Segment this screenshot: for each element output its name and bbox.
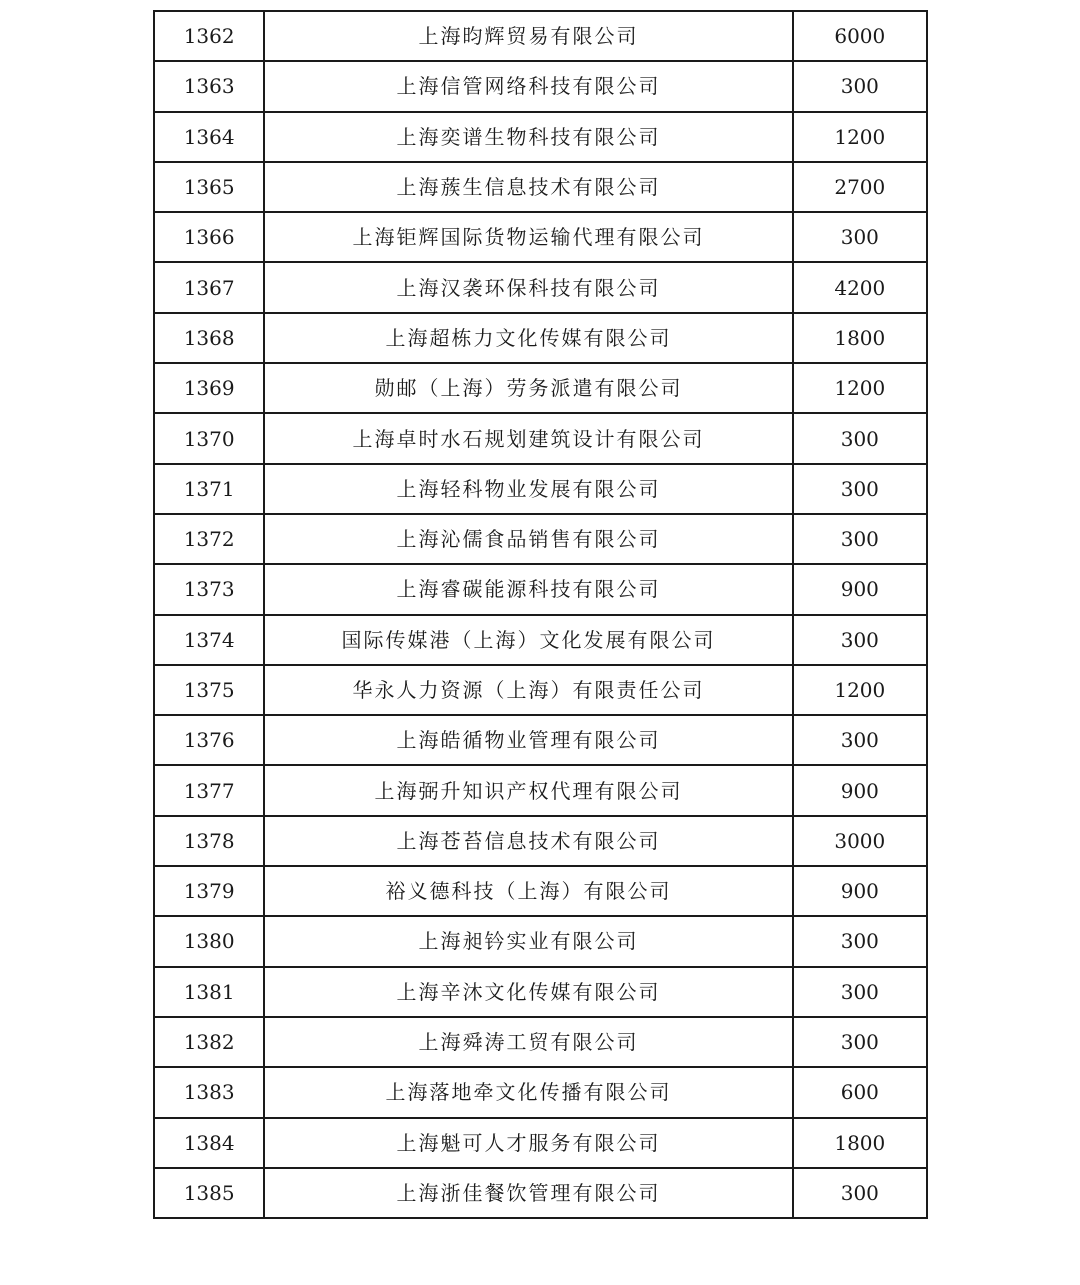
amount: 300: [793, 61, 927, 111]
amount: 300: [793, 514, 927, 564]
amount: 900: [793, 564, 927, 614]
amount: 600: [793, 1067, 927, 1117]
company-name: 上海魁可人才服务有限公司: [264, 1118, 792, 1168]
row-number: 1374: [154, 615, 264, 665]
row-number: 1384: [154, 1118, 264, 1168]
table-row: [154, 967, 927, 1017]
row-number: 1382: [154, 1017, 264, 1067]
company-name: 国际传媒港（上海）文化发展有限公司: [264, 615, 792, 665]
row-number: 1377: [154, 765, 264, 815]
table-row: [154, 1017, 927, 1067]
company-name: 上海落地牵文化传播有限公司: [264, 1067, 792, 1117]
amount: 300: [793, 615, 927, 665]
amount: 300: [793, 715, 927, 765]
row-number: 1363: [154, 61, 264, 111]
company-name: 上海昶钤实业有限公司: [264, 916, 792, 966]
company-name: 上海超栋力文化传媒有限公司: [264, 313, 792, 363]
table-row: [154, 866, 927, 916]
table-row: [154, 1067, 927, 1117]
table-body: [154, 11, 927, 1218]
amount: 900: [793, 866, 927, 916]
company-name: 上海苍苔信息技术有限公司: [264, 816, 792, 866]
amount: 1200: [793, 665, 927, 715]
amount: 1200: [793, 363, 927, 413]
company-name: 上海浙佳餐饮管理有限公司: [264, 1168, 792, 1218]
table-row: [154, 212, 927, 262]
amount: 300: [793, 413, 927, 463]
amount: 1800: [793, 313, 927, 363]
amount: 300: [793, 464, 927, 514]
company-name: 上海卓时水石规划建筑设计有限公司: [264, 413, 792, 463]
row-number: 1375: [154, 665, 264, 715]
table-row: [154, 464, 927, 514]
row-number: 1367: [154, 262, 264, 312]
amount: 2700: [793, 162, 927, 212]
row-number: 1383: [154, 1067, 264, 1117]
row-number: 1364: [154, 112, 264, 162]
row-number: 1366: [154, 212, 264, 262]
table-row: [154, 1118, 927, 1168]
row-number: 1373: [154, 564, 264, 614]
table-row: [154, 162, 927, 212]
company-name: 上海信管网络科技有限公司: [264, 61, 792, 111]
table-row: [154, 262, 927, 312]
company-name: 勋邮（上海）劳务派遣有限公司: [264, 363, 792, 413]
amount: 1200: [793, 112, 927, 162]
amount: 6000: [793, 11, 927, 61]
company-name: 上海皓循物业管理有限公司: [264, 715, 792, 765]
row-number: 1385: [154, 1168, 264, 1218]
table-row: [154, 665, 927, 715]
row-number: 1379: [154, 866, 264, 916]
table-row: [154, 363, 927, 413]
company-table: [153, 10, 928, 1219]
row-number: 1371: [154, 464, 264, 514]
company-name: 上海舜涛工贸有限公司: [264, 1017, 792, 1067]
company-name: 上海弼升知识产权代理有限公司: [264, 765, 792, 815]
amount: 300: [793, 967, 927, 1017]
table-row: [154, 413, 927, 463]
amount: 3000: [793, 816, 927, 866]
row-number: 1370: [154, 413, 264, 463]
amount: 1800: [793, 1118, 927, 1168]
row-number: 1376: [154, 715, 264, 765]
company-name: 上海汉袭环保科技有限公司: [264, 262, 792, 312]
amount: 300: [793, 1168, 927, 1218]
row-number: 1368: [154, 313, 264, 363]
table-row: [154, 715, 927, 765]
table-row: [154, 916, 927, 966]
table-row: [154, 615, 927, 665]
row-number: 1381: [154, 967, 264, 1017]
table-row: [154, 313, 927, 363]
table-row: [154, 564, 927, 614]
amount: 300: [793, 916, 927, 966]
company-name: 裕义德科技（上海）有限公司: [264, 866, 792, 916]
table-row: [154, 1168, 927, 1218]
company-name: 上海钜辉国际货物运输代理有限公司: [264, 212, 792, 262]
row-number: 1365: [154, 162, 264, 212]
company-name: 上海昀辉贸易有限公司: [264, 11, 792, 61]
company-name: 上海辛沐文化传媒有限公司: [264, 967, 792, 1017]
table-row: [154, 61, 927, 111]
company-name: 上海沁儒食品销售有限公司: [264, 514, 792, 564]
company-name: 上海轻科物业发展有限公司: [264, 464, 792, 514]
row-number: 1362: [154, 11, 264, 61]
company-name: 华永人力资源（上海）有限责任公司: [264, 665, 792, 715]
table-row: [154, 765, 927, 815]
amount: 300: [793, 212, 927, 262]
company-name: 上海奕谱生物科技有限公司: [264, 112, 792, 162]
amount: 900: [793, 765, 927, 815]
row-number: 1378: [154, 816, 264, 866]
company-name: 上海睿碳能源科技有限公司: [264, 564, 792, 614]
table-row: [154, 11, 927, 61]
row-number: 1372: [154, 514, 264, 564]
table-row: [154, 112, 927, 162]
row-number: 1369: [154, 363, 264, 413]
amount: 4200: [793, 262, 927, 312]
table-row: [154, 514, 927, 564]
amount: 300: [793, 1017, 927, 1067]
table-row: [154, 816, 927, 866]
company-name: 上海蔟生信息技术有限公司: [264, 162, 792, 212]
row-number: 1380: [154, 916, 264, 966]
